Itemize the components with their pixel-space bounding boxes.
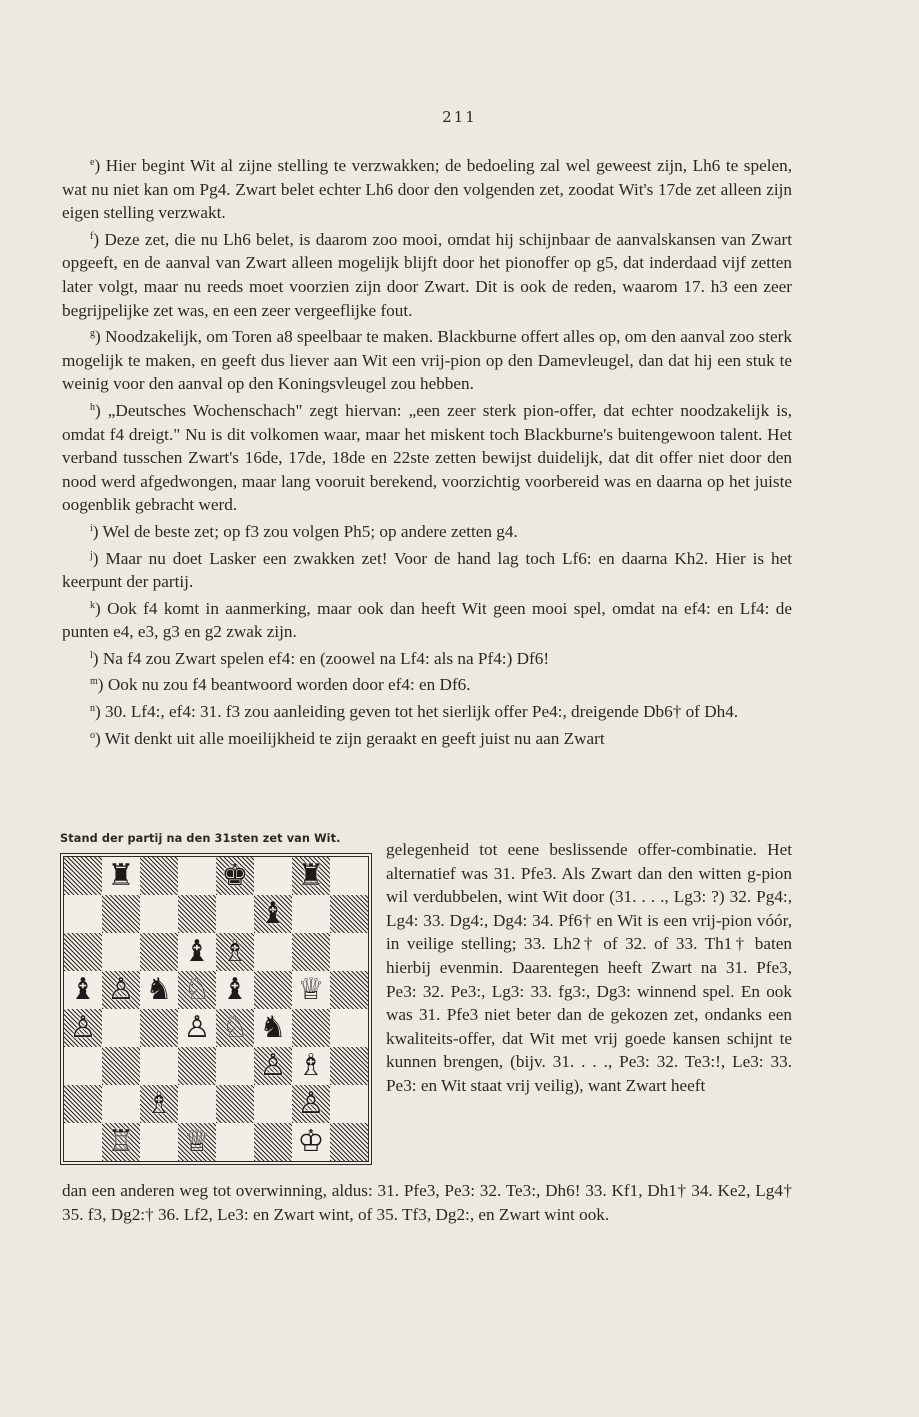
square-b6 <box>102 933 140 971</box>
square-f7 <box>254 895 292 933</box>
chess-diagram <box>60 832 375 1165</box>
square-h7 <box>330 895 368 933</box>
chess-piece: ♜ <box>297 858 325 893</box>
chess-piece: ♘ <box>221 1010 249 1045</box>
square-e7 <box>216 895 254 933</box>
square-b2 <box>102 1085 140 1123</box>
square-d2 <box>178 1085 216 1123</box>
square-d3 <box>178 1047 216 1085</box>
note-text: Wit denkt uit alle moeilijkheid te zijn geraakt en geeft juist nu aan Zwart <box>104 728 605 748</box>
chess-piece: ♗ <box>145 1086 173 1121</box>
square-c3 <box>140 1047 178 1085</box>
chess-piece: ♙ <box>297 1086 325 1121</box>
square-a1 <box>64 1123 102 1161</box>
square-f5 <box>254 971 292 1009</box>
bottom-paragraph: dan een anderen weg tot overwinning, aldus: 31. Pfe3, Pe3: 32. Te3:, Dh6! 33. Kf1, Dh1† 34. Ke2, Lg4† 35. f3, Dg2:† 36. Lf2, Le3: en Zwart wint, of 35. Tf3, Dg2:, en Zwart wint ook. <box>62 1181 792 1224</box>
square-b5 <box>102 971 140 1009</box>
square-e2 <box>216 1085 254 1123</box>
chess-piece: ♙ <box>69 1010 97 1045</box>
square-d7 <box>178 895 216 933</box>
square-e1 <box>216 1123 254 1161</box>
square-a7 <box>64 895 102 933</box>
note-text: Deze zet, die nu Lh6 belet, is daarom zoo mooi, omdat hij schijnbaar de aanvalskansen van Zwart opgeeft, en de aanval van Zwart alleen mogelijk blijft door het pionoffer op g5, dat inderdaad vijf zetten later volgt, maar nu reeds moet voorzien zijn door Zwart. Dit is ook de reden, waarom 17. h3 een zeer begrijpelijke zet was, en een zeer vergeeflijke fout. <box>62 229 792 320</box>
chess-piece: ♝ <box>183 934 211 969</box>
note-text: Noodzakelijk, om Toren a8 speelbaar te maken. Blackburne offert alles op, om den aanval zoo sterk mogelijk te maken, en geeft dus liever aan Wit een vrij-pion op den Damevleugel, dan dat hij een stuk te weinig voor den aanval op den Koningsvleugel zou hebben. <box>62 327 792 394</box>
square-h5 <box>330 971 368 1009</box>
square-g2 <box>292 1085 330 1123</box>
chess-piece: ♕ <box>183 1124 211 1159</box>
chess-piece: ♗ <box>221 934 249 969</box>
note-marker: k <box>90 599 95 611</box>
square-h8 <box>330 857 368 895</box>
square-d8 <box>178 857 216 895</box>
note-l: $^l$) Na f4 zou Zwart spelen ef4: en (zoowel na Lf4: als na Pf4:) Df6! <box>90 648 550 668</box>
square-g4 <box>292 1009 330 1047</box>
square-a6 <box>64 933 102 971</box>
chess-piece: ♕ <box>297 972 325 1007</box>
note-o: $^o$) Wit denkt uit alle moeilijkheid te zijn geraakt en geeft juist nu aan Zwart <box>90 728 605 748</box>
chess-piece: ♙ <box>259 1048 287 1083</box>
note-j: $^j$) Maar nu doet Lasker een zwakken zet! Voor de hand lag toch Lf6: en daarna Kh2. Hier is het keerpunt der partij. <box>62 548 792 592</box>
square-f2 <box>254 1085 292 1123</box>
note-n: $^n$) 30. Lf4:, ef4: 31. f3 zou aanleiding geven tot het sierlijk offer Pe4:, dreigende Db6† of Dh4. <box>90 702 739 722</box>
square-h1 <box>330 1123 368 1161</box>
square-c6 <box>140 933 178 971</box>
note-k: $^k$) Ook f4 komt in aanmerking, maar ook dan heeft Wit geen mooi spel, omdat na ef4: en Lf4: de punten e4, e3, g3 en g2 zwak zijn. <box>62 598 792 642</box>
note-marker: e <box>90 157 95 168</box>
square-d5 <box>178 971 216 1009</box>
chess-piece: ♘ <box>183 972 211 1007</box>
square-e3 <box>216 1047 254 1085</box>
square-h6 <box>330 933 368 971</box>
note-e: $^e$) Hier begint Wit al zijne stelling te verzwakken; de bedoeling zal wel geweest zijn, Lh6 te spelen, wat nu niet kan om Pg4. Zwart belet echter Lh6 door den volgenden zet, zoodat Wit's 17de zet alleen zijn eigen stelling verzwakt. <box>62 156 792 223</box>
square-d6 <box>178 933 216 971</box>
square-d1 <box>178 1123 216 1161</box>
chess-piece: ♝ <box>221 972 249 1007</box>
note-marker: j <box>90 549 93 561</box>
chess-piece: ♖ <box>107 1124 135 1159</box>
square-c4 <box>140 1009 178 1047</box>
square-e5 <box>216 971 254 1009</box>
square-c1 <box>140 1123 178 1161</box>
chess-piece: ♞ <box>145 972 173 1007</box>
note-text: Hier begint Wit al zijne stelling te verzwakken; de bedoeling zal wel geweest zijn, Lh6 te spelen, wat nu niet kan om Pg4. Zwart belet echter Lh6 door den volgenden zet, zoodat Wit's 17de zet alleen zijn eigen stelling verzwakt. <box>62 156 792 223</box>
square-c5 <box>140 971 178 1009</box>
square-g5 <box>292 971 330 1009</box>
square-e4 <box>216 1009 254 1047</box>
note-m: $^m$) Ook nu zou f4 beantwoord worden door ef4: en Df6. <box>90 675 471 695</box>
annotation-notes <box>62 151 792 750</box>
diagram-caption: Stand der partij na den 31sten zet van Wit. <box>60 832 341 845</box>
note-i: $^i$) Wel de beste zet; op f3 zou volgen Ph5; op andere zetten g4. <box>90 521 518 541</box>
chess-piece: ♚ <box>221 858 249 893</box>
note-marker: n <box>90 703 95 715</box>
note-marker: f <box>90 230 94 242</box>
chess-piece: ♙ <box>183 1010 211 1045</box>
square-h4 <box>330 1009 368 1047</box>
note-text: Maar nu doet Lasker een zwakken zet! Voor de hand lag toch Lf6: en daarna Kh2. Hier is het keerpunt der partij. <box>62 548 792 592</box>
square-c2 <box>140 1085 178 1123</box>
square-b7 <box>102 895 140 933</box>
page-number: 211 <box>442 108 477 126</box>
note-text: 30. Lf4:, ef4: 31. f3 zou aanleiding geven tot het sierlijk offer Pe4:, dreigende Db6† of Dh4. <box>105 702 739 722</box>
square-g6 <box>292 933 330 971</box>
square-f6 <box>254 933 292 971</box>
square-e8 <box>216 857 254 895</box>
square-a4 <box>64 1009 102 1047</box>
continuation-text <box>62 1179 792 1226</box>
square-d4 <box>178 1009 216 1047</box>
square-b4 <box>102 1009 140 1047</box>
square-b1 <box>102 1123 140 1161</box>
board-frame <box>60 853 372 1165</box>
note-marker: g <box>90 328 95 340</box>
square-g8 <box>292 857 330 895</box>
square-f4 <box>254 1009 292 1047</box>
note-f: $^f$) Deze zet, die nu Lh6 belet, is daarom zoo mooi, omdat hij schijnbaar de aanvalskansen van Zwart opgeeft, en de aanval van Zwart alleen mogelijk blijft door het pionoffer op g5, dat inderdaad vijf zetten later volgt, maar nu reeds moet voorzien zijn door Zwart. Dit is ook de reden, waarom 17. h3 een zeer begrijpelijke zet was, en een zeer vergeeflijke fout. <box>62 229 792 320</box>
note-text: Ook nu zou f4 beantwoord worden door ef4: en Df6. <box>107 675 471 695</box>
square-c8 <box>140 857 178 895</box>
chess-piece: ♙ <box>107 972 135 1007</box>
chess-piece: ♗ <box>297 1048 325 1083</box>
square-h3 <box>330 1047 368 1085</box>
note-marker: h <box>90 401 95 413</box>
square-f1 <box>254 1123 292 1161</box>
square-g7 <box>292 895 330 933</box>
note-text: Wel de beste zet; op f3 zou volgen Ph5; op andere zetten g4. <box>102 521 518 541</box>
note-h: $^h$) „Deutsches Wochenschach" zegt hiervan: „een zeer sterk pion-offer, dat echter noodzakelijk is, omdat f4 dreigt." Nu is dit volkomen waar, maar het miskent toch Blackburne's buitengewoon talent. Het verband tusschen Zwart's 16de, 17de, 18de en 22ste zetten bewijst duidelijk, dat dit offer niet door den nood werd afgedwongen, maar lang vooruit berekend, voorzichtig voorbereid was en daarna op het juiste oogenblik gebracht werd. <box>62 400 792 515</box>
chess-piece: ♝ <box>259 896 287 931</box>
square-f8 <box>254 857 292 895</box>
square-f3 <box>254 1047 292 1085</box>
note-text: Ook f4 komt in aanmerking, maar ook dan heeft Wit geen mooi spel, omdat na ef4: en Lf4: de punten e4, e3, g3 en g2 zwak zijn. <box>62 598 792 642</box>
square-a8 <box>64 857 102 895</box>
square-g1 <box>292 1123 330 1161</box>
side-paragraph: gelegenheid tot eene beslissende offer-combinatie. Het alternatief was 31. Pfe3. Als Zwart dan den witten g-pion wil verdubbelen, wint Wit door (31. . . ., Lg3: ?) 32. Pg4:, Lg4: 33. Dg4:, Dg4: 34. Pf6† en Wit is een vrij-pion vóór, in veilige stelling; 33. Lh2† of 32. of 33. Th1† baten hierbij evenmin. Daarentegen heeft Zwart na 31. Pfe3, Pe3: 32. Pe3:, Lg3: 33. fg3:, Dg3: winnend spel. En ook was 31. Pfe3 niet beter dan de gekozen zet, ondanks een kwaliteits-offer, dat Wit met vrij goede kansen schijnt te kunnen brengen, (bijv. 31. . . ., Pe3: 32. Te3:!, Le3: 33. Pe3: en Wit staat vrij veilig), want Zwart heeft <box>386 840 792 1095</box>
square-b8 <box>102 857 140 895</box>
note-text: Na f4 zou Zwart spelen ef4: en (zoowel na Lf4: als na Pf4:) Df6! <box>102 648 550 668</box>
note-marker: l <box>90 649 93 661</box>
chess-piece: ♞ <box>259 1010 287 1045</box>
chess-piece: ♔ <box>297 1124 325 1159</box>
note-marker: o <box>90 729 95 741</box>
square-h2 <box>330 1085 368 1123</box>
note-marker: m <box>90 676 98 688</box>
square-e6 <box>216 933 254 971</box>
note-text: „Deutsches Wochenschach" zegt hiervan: „een zeer sterk pion-offer, dat echter noodzakelijk is, omdat f4 dreigt." Nu is dit volkomen waar, maar het miskent toch Blackburne's buitengewoon talent. Het verband tusschen Zwart's 16de, 17de, 18de en 22ste zetten bewijst duidelijk, dat dit offer niet door den nood werd afgedwongen, maar lang vooruit berekend, voorzichtig voorbereid was en daarna op het juiste oogenblik gebracht werd. <box>62 400 792 515</box>
chess-piece: ♝ <box>69 972 97 1007</box>
chess-board <box>64 857 368 1161</box>
square-b3 <box>102 1047 140 1085</box>
note-marker: i <box>90 522 93 534</box>
square-a5 <box>64 971 102 1009</box>
square-a2 <box>64 1085 102 1123</box>
chess-piece: ♜ <box>107 858 135 893</box>
note-g: $^g$) Noodzakelijk, om Toren a8 speelbaar te maken. Blackburne offert alles op, om den aanval zoo sterk mogelijk te maken, en geeft dus liever aan Wit een vrij-pion op den Damevleugel, dan dat hij een stuk te weinig voor den aanval op den Koningsvleugel zou hebben. <box>62 327 792 394</box>
square-a3 <box>64 1047 102 1085</box>
diagram-side-text <box>386 838 792 1098</box>
square-g3 <box>292 1047 330 1085</box>
square-c7 <box>140 895 178 933</box>
